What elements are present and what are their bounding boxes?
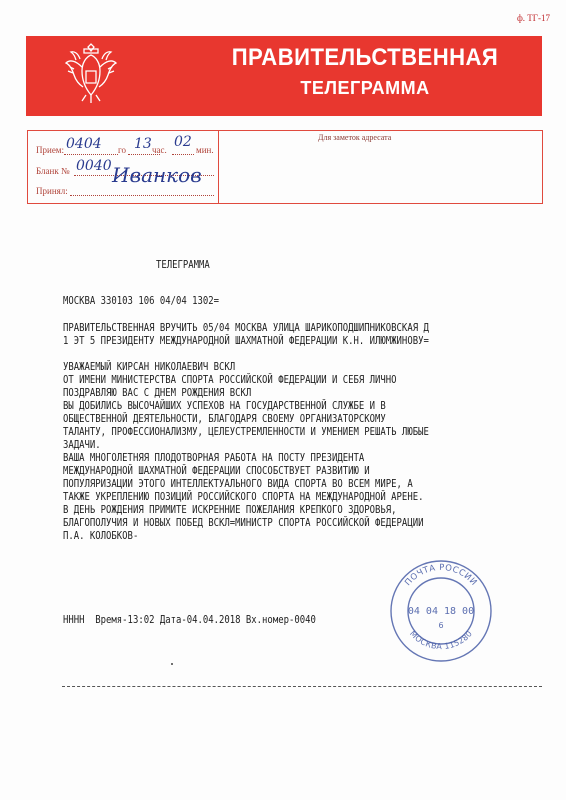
body-line-8: ВАША МНОГОЛЕТНЯЯ ПЛОДОТВОРНАЯ РАБОТА НА ПОСТУ ПРЕЗИДЕНТА — [63, 452, 365, 464]
body-line-13: БЛАГОПОЛУЧИЯ И НОВЫХ ПОБЕД ВСКЛ=МИНИСТР СПОРТА РОССИЙСКОЙ ФЕДЕРАЦИИ — [63, 517, 424, 529]
to-label: го — [118, 145, 126, 155]
body-line-6: ТАЛАНТУ, ПРОФЕССИОНАЛИЗМУ, ЦЕЛЕУСТРЕМЛЕННОСТИ И УМЕНИЕМ РЕШАТЬ ЛЮБЫЕ — [63, 426, 429, 438]
body-line-4: ВЫ ДОБИЛИСЬ ВЫСОЧАЙШИХ УСПЕХОВ НА ГОСУДАРСТВЕННОЙ СЛУЖБЕ И В — [63, 400, 386, 412]
hour-value: 13 — [134, 136, 152, 152]
svg-text:ПОЧТА РОССИИ — [403, 563, 479, 588]
banner-subtitle: ТЕЛЕГРАММА — [300, 78, 430, 98]
body-line-12: В ДЕНЬ РОЖДЕНИЯ ПРИМИТЕ ИСКРЕННИЕ ПОЖЕЛАНИЯ КРЕПКОГО ЗДОРОВЬЯ, — [63, 504, 397, 516]
prinyal-dotline — [70, 195, 214, 196]
priem-label: Прием: — [36, 145, 65, 155]
min-value: 02 — [174, 134, 192, 150]
reception-divider — [218, 130, 219, 204]
body-line-2: ОТ ИМЕНИ МИНИСТЕРСТВА СПОРТА РОССИЙСКОЙ ФЕДЕРАЦИИ И СЕБЯ ЛИЧНО — [63, 374, 397, 386]
double-headed-eagle-emblem-icon — [64, 41, 118, 105]
blank-value: 0040 — [76, 158, 112, 174]
address-line-2: 1 ЭТ 5 ПРЕЗИДЕНТУ МЕЖДУНАРОДНОЙ ШАХМАТНОЙ ФЕДЕРАЦИИ К.Н. ИЛЮМЖИНОВУ= — [63, 335, 429, 347]
body-line-9: МЕЖДУНАРОДНОЙ ШАХМАТНОЙ ФЕДЕРАЦИИ СПОСОБСТВУЕТ РАЗВИТИЮ И — [63, 465, 370, 477]
stamp-code: 6 — [438, 621, 444, 630]
body-line-10: ПОПУЛЯРИЗАЦИИ ЭТОГО ИНТЕЛЛЕКТУАЛЬНОГО ВИДА СПОРТА ВО ВСЕМ МИРЕ, А — [63, 478, 413, 490]
body-line-7: ЗАДАЧИ. — [63, 439, 101, 451]
tear-line — [62, 686, 542, 687]
priem-value: 0404 — [66, 136, 102, 152]
paper-speck — [171, 663, 173, 665]
stamp-top-text: ПОЧТА РОССИИ — [403, 562, 479, 589]
routing-line: МОСКВА 330103 106 04/04 1302= — [63, 295, 220, 307]
signature: Иванков — [112, 163, 202, 187]
priem-dotline — [64, 154, 118, 155]
prinyal-label: Принял: — [36, 186, 68, 196]
postmark-stamp — [386, 556, 496, 666]
body-line-3: ПОЗДРАВЛЯЮ ВАС С ДНЕМ РОЖДЕНИЯ ВСКЛ — [63, 387, 252, 399]
svg-text:МОСКВА 115280 — [408, 629, 474, 651]
body-line-11: ТАКЖЕ УКРЕПЛЕНИЮ ПОЗИЦИЙ РОССИЙСКОГО СПОРТА НА МЕЖДУНАРОДНОЙ АРЕНЕ. — [63, 491, 424, 503]
form-code: ф. ТГ-17 — [516, 13, 550, 23]
blank-label: Бланк № — [36, 166, 70, 176]
address-line-1: ПРАВИТЕЛЬСТВЕННАЯ ВРУЧИТЬ 05/04 МОСКВА УЛИЦА ШАРИКОПОДШИПНИКОВСКАЯ Д — [63, 322, 429, 334]
body-line-14: П.А. КОЛОБКОВ- — [63, 530, 139, 542]
body-line-5: ОБЩЕСТВЕННОЙ ДЕЯТЕЛЬНОСТИ, БЛАГОДАРЯ СВОЕМУ ОРГАНИЗАТОРСКОМУ — [63, 413, 386, 425]
banner-title: ПРАВИТЕЛЬСТВЕННАЯ — [231, 44, 499, 71]
body-line-1: УВАЖАЕМЫЙ КИРСАН НИКОЛАЕВИЧ ВСКЛ — [63, 361, 236, 373]
stamp-bottom-text: МОСКВА 115280 — [407, 629, 475, 652]
stamp-date: 04 04 18 00 — [407, 606, 475, 617]
hour-label: час. — [152, 145, 167, 155]
min-label: мин. — [196, 145, 214, 155]
footer-line: НННН Время-13:02 Дата-04.04.2018 Вх.номер-0040 — [63, 614, 316, 626]
notes-label: Для заметок адресата — [318, 133, 392, 142]
min-dotline — [172, 154, 194, 155]
telegram-heading: ТЕЛЕГРАММА — [156, 259, 210, 271]
